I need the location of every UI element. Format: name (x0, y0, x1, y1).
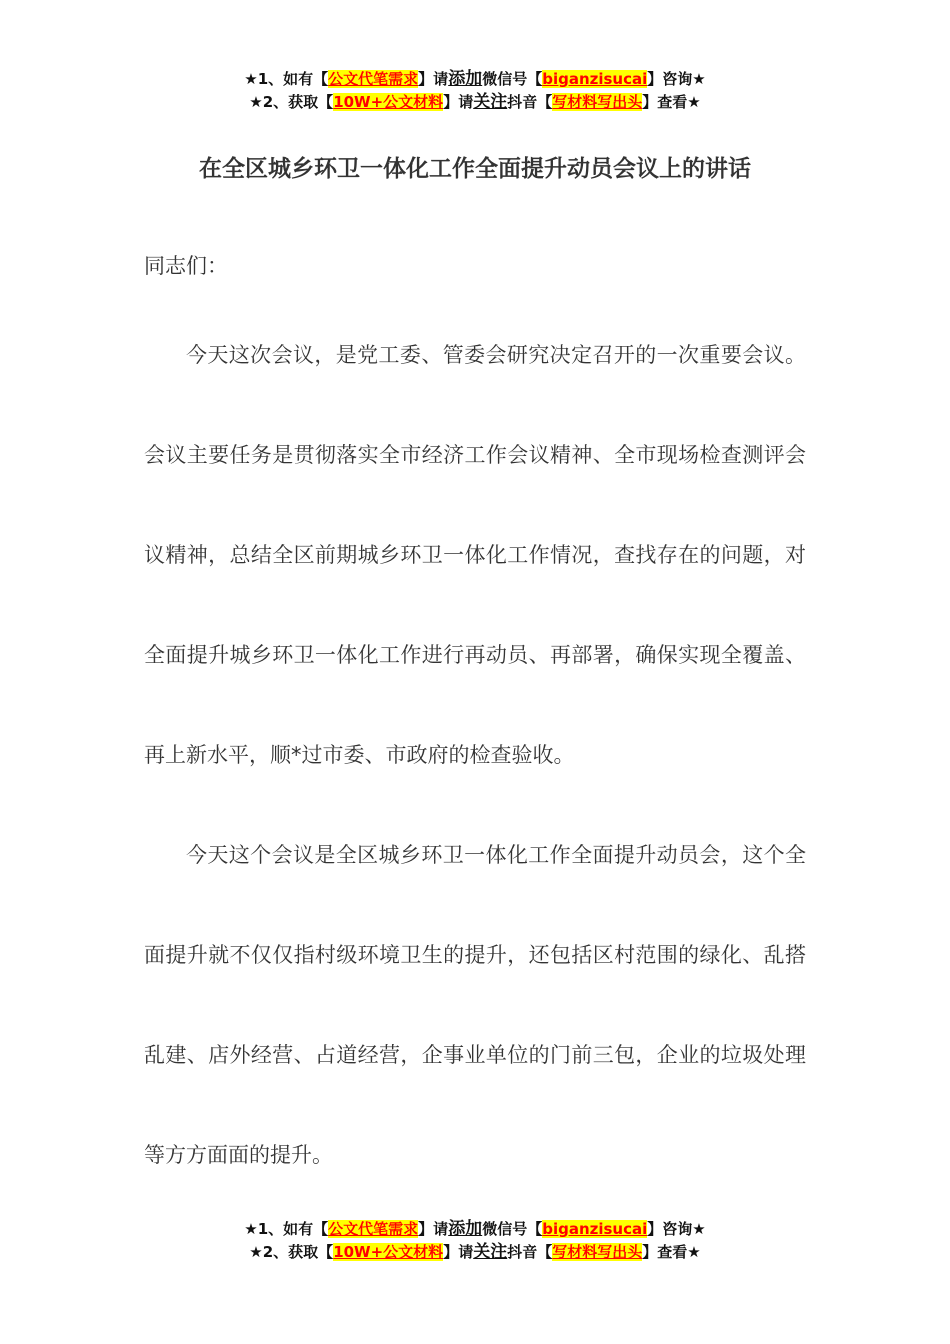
wechat-id-highlight: biganzisucai (542, 1220, 648, 1238)
douyin-highlight: 写材料写出头 (552, 1243, 643, 1261)
wechat-id-highlight: biganzisucai (542, 70, 648, 88)
paragraph-1: 今天这次会议，是党工委、管委会研究决定召开的一次重要会议。会议主要任务是贯彻落实全市经济工作会议精神、全市现场检查测评会议精神，总结全区前期城乡环卫一体化工作情况，查找存在的问题，对全面提升城乡环卫一体化工作进行再动员、再部署，确保实现全覆盖、再上新水平，顺*过市委、市政府的检查验收。 (144, 343, 806, 767)
service-highlight: 公文代笔需求 (328, 70, 419, 88)
document-body (144, 305, 806, 1205)
banner-line-2: ★2、获取【10W+公文材料】请关注抖音【写材料写出头】查看★ (249, 1242, 701, 1262)
material-highlight: 10W+公文材料 (333, 1243, 444, 1261)
footer-banner (0, 1218, 950, 1264)
paragraph-2: 今天这个会议是全区城乡环卫一体化工作全面提升动员会，这个全面提升就不仅仅指村级环境卫生的提升，还包括区村范围的绿化、乱搭乱建、店外经营、占道经营，企事业单位的门前三包，企业的垃圾处理等方方面面的提升。 (144, 843, 806, 1167)
greeting: 同志们： (144, 254, 228, 278)
banner-line-1: ★1、如有【公文代笔需求】请添加微信号【biganzisucai】咨询★ (244, 69, 706, 89)
document-title: 在全区城乡环卫一体化工作全面提升动员会议上的讲话 (199, 156, 751, 182)
service-highlight: 公文代笔需求 (328, 1220, 419, 1238)
banner-line-1: ★1、如有【公文代笔需求】请添加微信号【biganzisucai】咨询★ (244, 1219, 706, 1239)
material-highlight: 10W+公文材料 (333, 93, 444, 111)
douyin-highlight: 写材料写出头 (552, 93, 643, 111)
banner-line-2: ★2、获取【10W+公文材料】请关注抖音【写材料写出头】查看★ (249, 92, 701, 112)
header-banner (0, 68, 950, 114)
